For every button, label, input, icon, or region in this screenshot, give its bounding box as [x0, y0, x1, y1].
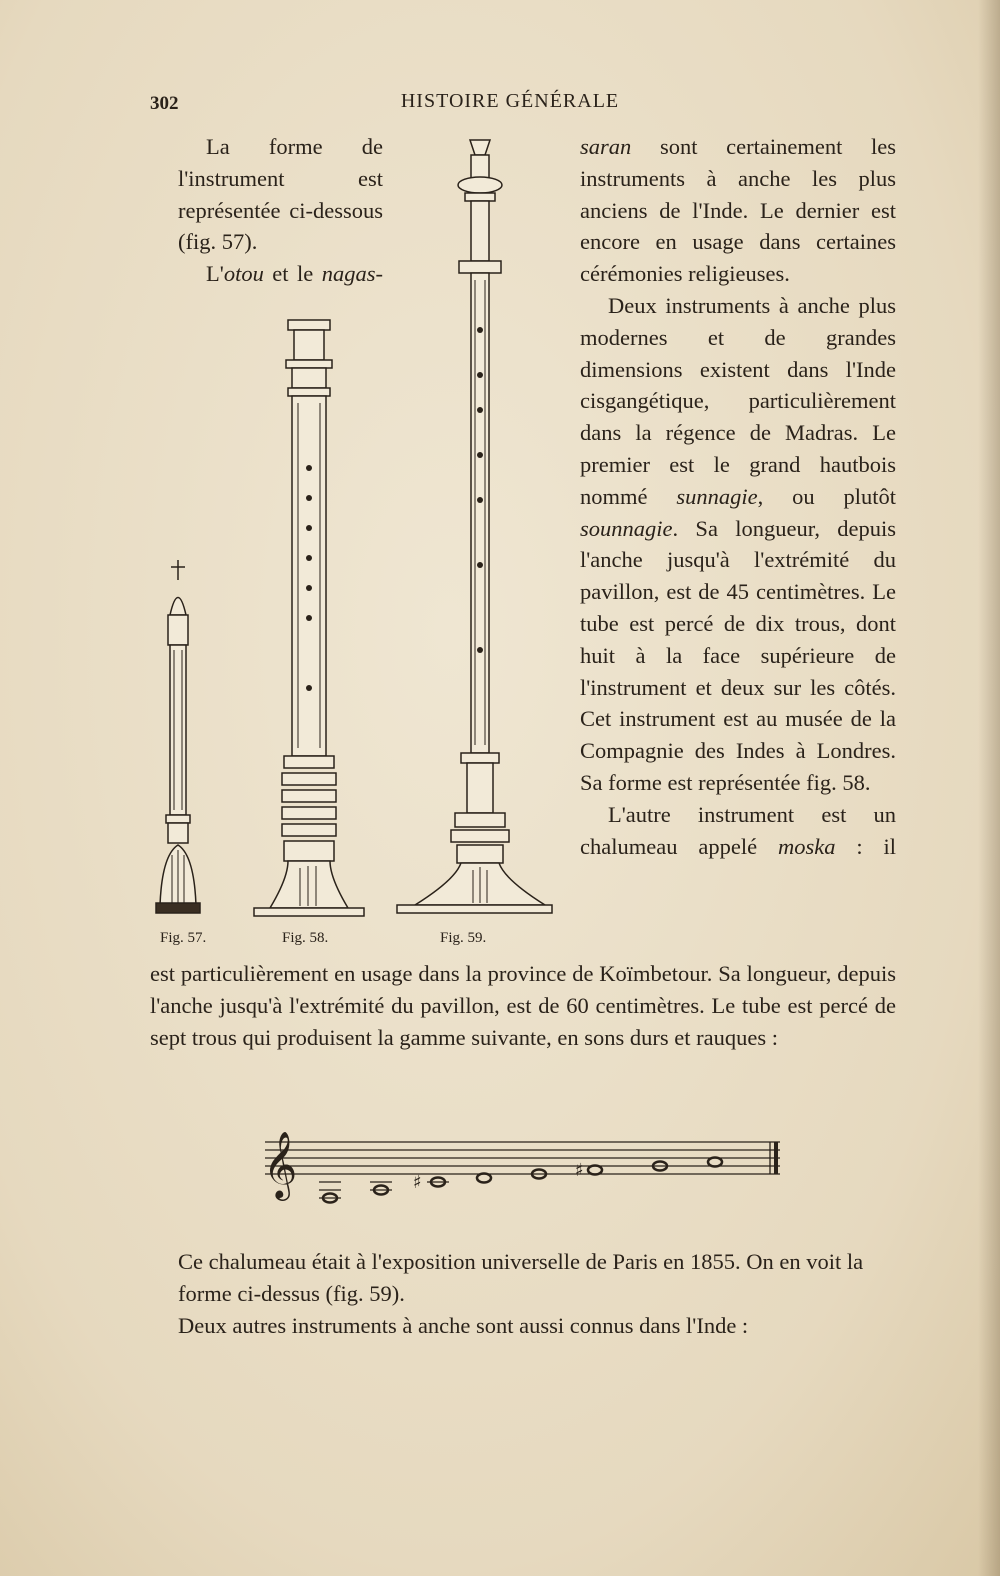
- left-column-text: [178, 131, 383, 290]
- closing-paragraph-2: Deux autres instruments à anche sont aussi connus dans l'Inde :: [178, 1312, 749, 1338]
- figure-caption-57: Fig. 57.: [160, 930, 207, 946]
- bottom-paragraph: est particulièrement en usage dans la province de Koïmbetour. Sa longueur, depuis l'anche jusqu'à l'extrémité du pavillon, est de 60 centimètres. Le tube est percé de sept trous qui produisent la gamme suivante, en sons durs et rauques :: [150, 961, 896, 1050]
- right-column-text: [580, 131, 896, 862]
- figure-caption-59: Fig. 59.: [440, 930, 487, 946]
- musical-scale-staff: [255, 1128, 795, 1218]
- text-run: L'autre instrument est un chalumeau appelé: [580, 801, 896, 859]
- closing-paragraph-1: Ce chalumeau était à l'exposition universelle de Paris en 1855. On en voit la forme ci-dessus (fig. 59).: [178, 1249, 864, 1306]
- note-6: [588, 1166, 602, 1175]
- note-8: [708, 1158, 722, 1167]
- page-number: 302: [150, 93, 179, 114]
- text-run: sont certainement les instruments à anche les plus anciens de l'Inde. Le dernier est encore en usage dans certaines cérémonies religieuses.: [580, 134, 896, 287]
- left-paragraph-1: La forme de l'instrument est représentée ci-dessous (fig. 57).: [178, 134, 383, 255]
- text-run: , ou plutôt: [757, 483, 896, 509]
- instrument-name-saran: saran: [580, 134, 632, 159]
- right-paragraph-3: [580, 799, 896, 863]
- text-run: Deux instruments à anche plus modernes et de grandes dimensions existent dans l'Inde cisgangétique, particulièrement dans la régence de Madras. Le premier est le grand hautbois nommé: [580, 292, 896, 509]
- running-title: HISTOIRE GÉNÉRALE: [400, 90, 620, 112]
- instrument-name-moska: moska: [777, 833, 836, 859]
- text-run: L': [206, 261, 224, 287]
- text-run: . Sa longueur, depuis l'anche jusqu'à l'extrémité du pavillon, est de 45 centimètres. Le tube est percé de dix trous, dont huit à la face supérieure de l'instrument et deux sur les côtés. Cet instrument est au musée de la Compagnie des Indes à Londres. Sa forme est représentée fig. 58.: [580, 515, 896, 795]
- page-edge-shadow: [978, 0, 1000, 1576]
- treble-clef: 𝄞: [263, 1130, 298, 1198]
- text-run: : il: [835, 833, 896, 859]
- right-paragraph-1: [580, 131, 896, 290]
- fig58-instrument-illustration: [248, 318, 378, 924]
- fig57-instrument-illustration: [150, 555, 230, 925]
- fig59-instrument-illustration: [395, 135, 555, 925]
- instrument-name-sunnagie: sunnagie: [676, 483, 758, 509]
- instrument-name-nagassaran: nagas-: [321, 261, 383, 287]
- left-paragraph-2: [178, 258, 383, 290]
- instrument-name-sounnagie: sounnagie: [580, 515, 673, 541]
- note-4: [477, 1174, 491, 1183]
- figure-caption-58: Fig. 58.: [282, 930, 329, 946]
- sharp-sign-2: ♯: [575, 1160, 584, 1181]
- right-paragraph-2: [580, 290, 896, 799]
- text-run: et le: [263, 261, 322, 287]
- closing-text: [178, 1246, 896, 1341]
- full-width-paragraph: [150, 958, 896, 1053]
- sharp-sign-1: ♯: [413, 1172, 422, 1193]
- instrument-name-otou: otou: [223, 261, 264, 287]
